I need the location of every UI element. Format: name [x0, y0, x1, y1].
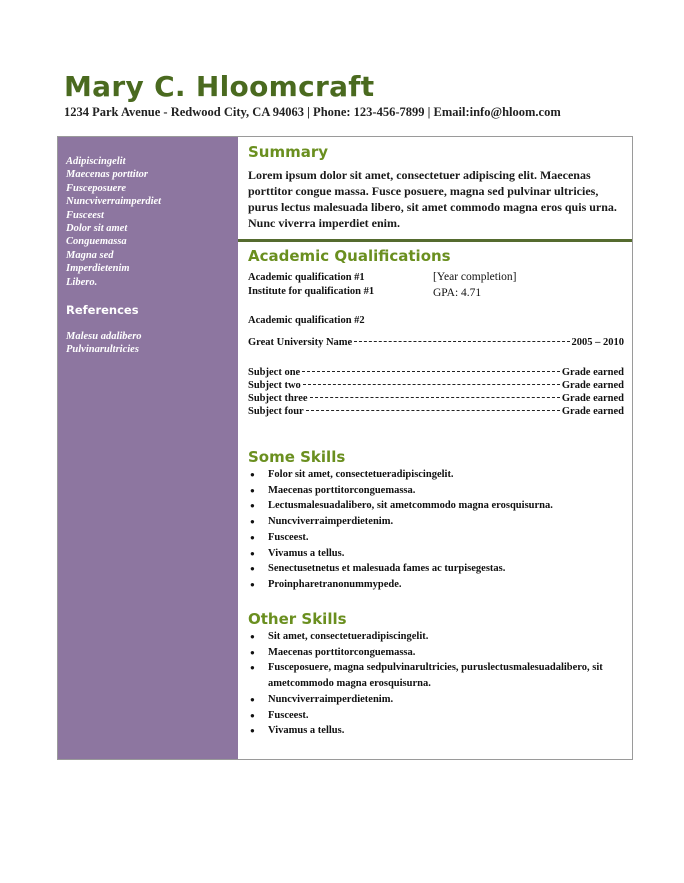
list-item: ● Fusceest. [268, 708, 638, 724]
sidebar-item: Conguemassa [66, 236, 127, 248]
references-heading: References [66, 303, 139, 318]
section-divider [238, 239, 632, 242]
subject-grade: Grade earned [561, 367, 624, 378]
reference-item: Malesu adalibero [66, 331, 142, 343]
list-item: ● Sit amet, consectetueradipiscingelit. [268, 629, 638, 645]
dot-leader [310, 397, 560, 398]
list-item: ● Fusceposuere, magna sedpulvinarultricies, puruslectusmalesuadalibero, sit ametcommodo magna erosquisurna. [268, 660, 638, 691]
list-item: ● Maecenas porttitorconguemassa. [268, 483, 638, 499]
dot-leader [354, 341, 569, 342]
dot-leader [303, 384, 560, 385]
reference-item: Pulvinarultricies [66, 344, 139, 356]
institute-1: Institute for qualification #1 [248, 286, 375, 297]
list-item: ● Lectusmalesuadalibero, sit ametcommodo magna erosquisurna. [268, 498, 638, 514]
dot-leader [306, 410, 560, 411]
sidebar-item: Dolor sit amet [66, 223, 128, 235]
subject-row [248, 406, 624, 417]
subject-row [248, 380, 624, 391]
university-name: Great University Name [248, 337, 353, 348]
sidebar [58, 137, 238, 759]
main-content [238, 137, 632, 759]
list-item: ● Nuncviverraimperdietenim. [268, 692, 638, 708]
summary-text: Lorem ipsum dolor sit amet, consectetuer adipiscing elit. Maecenas porttitor congue massa. Fusce posuere, magna sed pulvinar ultricies, purus lectus malesuada libero, sit amet commodo magna eros quis urna. Nunc viverra imperdiet enim. [248, 168, 617, 230]
list-item: ● Folor sit amet, consectetueradipiscingelit. [268, 467, 638, 483]
academic-title: Academic Qualifications [248, 247, 451, 265]
list-item: ● Fusceest. [268, 530, 638, 546]
sidebar-item: Fusceposuere [66, 182, 127, 194]
dot-leader [302, 371, 560, 372]
sidebar-item: Nuncviverraimperdiet [66, 196, 162, 208]
subject-row [248, 367, 624, 378]
summary-title: Summary [248, 143, 329, 161]
subject-grade: Grade earned [561, 393, 624, 404]
qualification-1: Academic qualification #1 [248, 272, 365, 283]
other-skills-title: Other Skills [248, 610, 347, 628]
contact-line: 1234 Park Avenue - Redwood City, CA 94063 | Phone: 123-456-7899 | Email:info@hloom.com [64, 105, 561, 119]
subject-row [248, 393, 624, 404]
gpa: GPA: 4.71 [433, 287, 482, 299]
sidebar-item: Magna sed [66, 249, 114, 261]
list-item: ● Proinpharetranonummypede. [268, 577, 638, 593]
subject-name: Subject one [248, 367, 301, 378]
other-skills-list [248, 629, 638, 739]
year-completion: [Year completion] [433, 271, 517, 283]
list-item: ● Maecenas porttitorconguemassa. [268, 645, 638, 661]
subject-name: Subject four [248, 406, 304, 417]
some-skills-title: Some Skills [248, 448, 346, 466]
sidebar-item: Imperdietenim [66, 263, 130, 275]
sidebar-item: Adipiscingelit [66, 156, 126, 167]
sidebar-item: Maecenas porttitor [66, 169, 148, 181]
subject-grade: Grade earned [561, 380, 624, 391]
subject-name: Subject two [248, 380, 301, 391]
list-item: ● Vivamus a tellus. [268, 546, 638, 562]
sidebar-item: Libero. [66, 276, 98, 288]
resume-body [57, 136, 633, 760]
sidebar-skills-list [66, 155, 230, 289]
list-item: ● Vivamus a tellus. [268, 723, 638, 739]
list-item: ● Senectusetnetus et malesuada fames ac turpisegestas. [268, 561, 638, 577]
university-years: 2005 – 2010 [571, 337, 624, 348]
list-item: ● Nuncviverraimperdietenim. [268, 514, 638, 530]
applicant-name: Mary C. Hloomcraft [64, 70, 375, 103]
sidebar-item: Fusceest [66, 209, 104, 221]
subject-grade: Grade earned [561, 406, 624, 417]
university-row [248, 337, 624, 348]
qualification-2: Academic qualification #2 [248, 315, 365, 326]
subject-name: Subject three [248, 393, 308, 404]
some-skills-list [248, 467, 638, 593]
